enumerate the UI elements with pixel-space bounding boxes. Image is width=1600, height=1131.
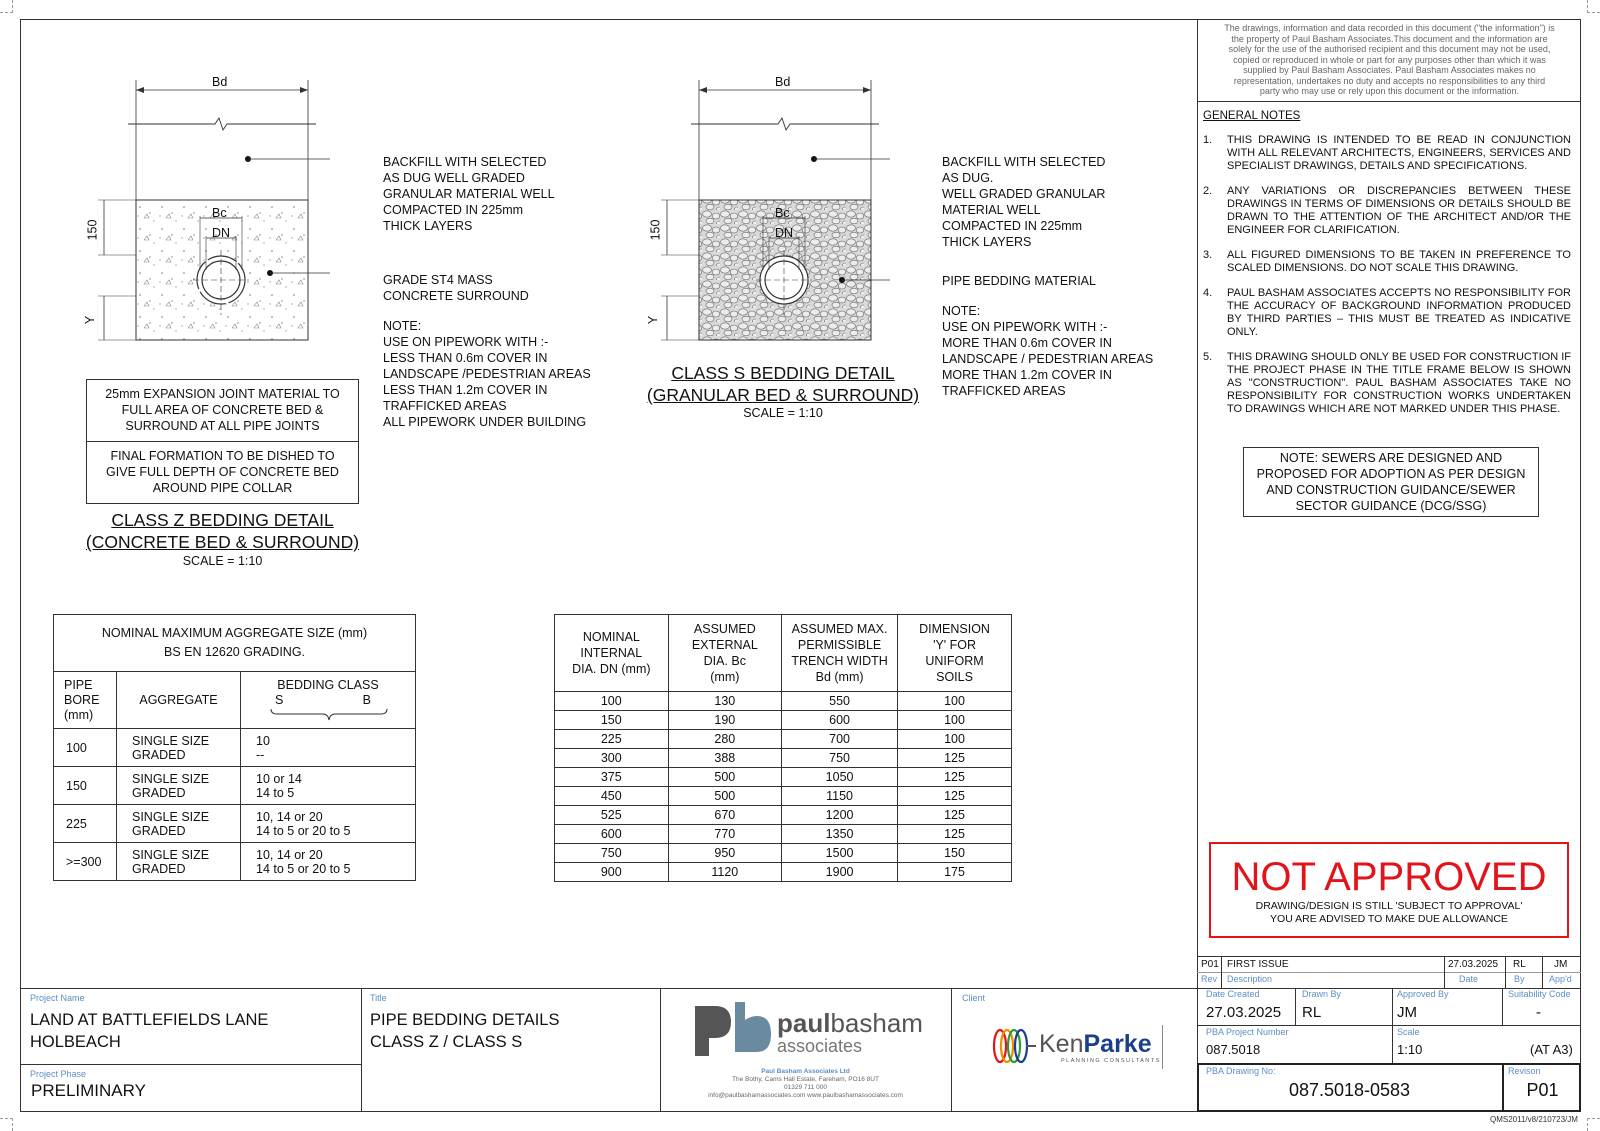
class-s-dim-bc: Bc — [775, 206, 790, 220]
dimension-table-cell: 600 — [782, 711, 898, 730]
dimension-table-row — [555, 749, 1012, 768]
client-label: Client — [962, 993, 986, 1003]
dimension-table-cell: 125 — [898, 749, 1012, 768]
general-note-text: PAUL BASHAM ASSOCIATES ACCEPTS NO RESPONSIBILITY FOR THE ACCURACY OF BACKGROUND INFORMATION PRODUCED BY THIRD PARTIES – THIS MUST BE TREATED AS INDICATIVE ONLY. — [1227, 286, 1571, 338]
client-name-2: Parke — [1083, 1030, 1152, 1058]
aggregate-cell-class: 10 or 14 14 to 5 — [241, 767, 416, 805]
dimension-table-cell: 388 — [668, 749, 781, 768]
class-z-surround-note: GRADE ST4 MASS CONCRETE SURROUND — [383, 273, 529, 303]
client-sub: PLANNING CONSULTANTS — [1061, 1058, 1161, 1064]
aggregate-cell-aggregate: SINGLE SIZE GRADED — [117, 767, 241, 805]
rev-col-line-2 — [1444, 957, 1445, 988]
dimension-table-row — [555, 806, 1012, 825]
class-z-expansion-joint-note: 25mm EXPANSION JOINT MATERIAL TO FULL AREA OF CONCRETE BED & SURROUND AT ALL PIPE JOINTS — [86, 379, 359, 442]
aggregate-table-row — [54, 767, 416, 805]
pba-project-number: 087.5018 — [1206, 1042, 1261, 1057]
title-block-line-3 — [951, 988, 952, 1112]
dimension-table-row — [555, 844, 1012, 863]
dimension-table-cell: 1050 — [782, 768, 898, 787]
disclaimer-text: The drawings, information and data recorded in this document ("the information") is the property of Paul Basham Associates.This document and the information are solely for the use of the authorised recipient and this document may not be used, copied or reproduced in whole or part for any purposes other than which it was supplied by Paul Basham Associates. Paul Basham Associates makes no representation, undertakes no duty and accepts no responsibilities to any third party who may use or rely upon this document or the information. — [1198, 19, 1581, 102]
crop-mark-top-left — [0, 0, 13, 13]
crop-mark-top-right — [1587, 0, 1600, 13]
aggregate-table-row — [54, 843, 416, 881]
aggregate-cell-class: 10, 14 or 20 14 to 5 or 20 to 5 — [241, 843, 416, 881]
class-z-usage-note: NOTE: USE ON PIPEWORK WITH :- LESS THAN 0.6m COVER IN LANDSCAPE /PEDESTRIAN AREAS LESS THAN 1.2m COVER IN TRAFFICKED AREAS ALL PIPEWORK UNDER BUILDING — [383, 319, 591, 429]
aggregate-cell-class: 10, 14 or 20 14 to 5 or 20 to 5 — [241, 805, 416, 843]
dimension-table-cell: 525 — [555, 806, 669, 825]
date-created-label: Date Created — [1206, 989, 1260, 999]
general-note-text: THIS DRAWING IS INTENDED TO BE READ IN CONJUNCTION WITH ALL RELEVANT ARCHITECTS, ENGINEERS, SERVICES AND SPECIALIST DRAWINGS, DETAILS AND SPECIFICATIONS. — [1227, 133, 1571, 172]
dimension-table-cell: 450 — [555, 787, 669, 806]
drawn-by: RL — [1302, 1004, 1322, 1021]
dimension-table-cell: 130 — [668, 692, 781, 711]
dimension-table-cell: 500 — [668, 768, 781, 787]
not-approved-stamp — [1209, 842, 1569, 938]
dimension-table-cell: 100 — [898, 711, 1012, 730]
dimension-table-row — [555, 825, 1012, 844]
class-s-backfill-note: BACKFILL WITH SELECTED AS DUG. WELL GRADED GRANULAR MATERIAL WELL COMPACTED IN 225mm THICK LAYERS — [942, 155, 1106, 249]
dimension-table-cell: 750 — [782, 749, 898, 768]
client-logo-divider — [1162, 1025, 1163, 1069]
dimension-table-cell: 280 — [668, 730, 781, 749]
dimension-table-cell: 1350 — [782, 825, 898, 844]
dimension-table-cell: 190 — [668, 711, 781, 730]
class-s-title: CLASS S BEDDING DETAIL — [671, 363, 895, 383]
dimension-table-cell: 900 — [555, 863, 669, 882]
general-note-item — [1203, 249, 1571, 275]
aggregate-cell-aggregate: SINGLE SIZE GRADED — [117, 843, 241, 881]
general-note-text: THIS DRAWING SHOULD ONLY BE USED FOR CONSTRUCTION IF THE PROJECT PHASE IN THE TITLE FRAME BELOW IS SHOWN AS "CONSTRUCTION". PAUL BASHAM ASSOCIATES TAKE NO RESPONSIBILITY FOR CONSTRUCTION WORKS UNDERTAKEN TO DRAWINGS WHICH ARE NOT MARKED UNDER THIS PHASE. — [1227, 350, 1571, 415]
general-note-number: 4. — [1203, 286, 1213, 299]
aggregate-cell-bore: >=300 — [54, 843, 117, 881]
project-phase: PRELIMINARY — [31, 1081, 146, 1100]
project-phase-label: Project Phase — [30, 1069, 87, 1079]
client-name-1: Ken — [1039, 1030, 1084, 1058]
aggregate-cell-aggregate: SINGLE SIZE GRADED — [117, 729, 241, 767]
rev-date: 27.03.2025 — [1448, 959, 1499, 970]
col-aggregate: AGGREGATE — [117, 672, 241, 729]
dimension-table-cell: 750 — [555, 844, 669, 863]
rev-header-appd: App'd — [1549, 974, 1572, 984]
aggregate-cell-bore: 150 — [54, 767, 117, 805]
rev-col-line-1 — [1221, 957, 1222, 988]
general-note-text: ALL FIGURED DIMENSIONS TO BE TAKEN IN PREFERENCE TO SCALED DIMENSIONS. DO NOT SCALE THIS DRAWING. — [1227, 248, 1571, 274]
rev-header-date: Date — [1459, 974, 1479, 984]
approved-by: JM — [1397, 1004, 1417, 1021]
dimension-table-row — [555, 711, 1012, 730]
company-name — [777, 1010, 923, 1036]
company-address-3: 01329 711 000 — [784, 1084, 827, 1091]
rev-header-rev: Rev — [1201, 974, 1218, 984]
title-block-line-1 — [361, 988, 362, 1112]
col-class-s: S — [275, 693, 284, 707]
client-name — [1039, 1031, 1152, 1057]
aggregate-cell-bore: 225 — [54, 805, 117, 843]
dimension-table-cell: 1150 — [782, 787, 898, 806]
client-logo-icon — [992, 1027, 1036, 1065]
aggregate-cell-aggregate: SINGLE SIZE GRADED — [117, 805, 241, 843]
project-name: LAND AT BATTLEFIELDS LANE HOLBEACH — [30, 1011, 269, 1051]
rev-col-line-4 — [1542, 957, 1543, 988]
revision-row — [1197, 957, 1581, 988]
dimension-table-cell: 500 — [668, 787, 781, 806]
pba-project-label: PBA Project Number — [1206, 1027, 1289, 1037]
class-z-dim-150: 150 — [85, 219, 100, 241]
rev-by: RL — [1513, 959, 1526, 970]
class-s-dim-bd: Bd — [775, 75, 791, 89]
info-hline-1 — [1197, 1025, 1581, 1026]
aggregate-table-row — [54, 729, 416, 767]
crop-mark-bottom-left — [0, 1118, 13, 1131]
not-approved-subtext: DRAWING/DESIGN IS STILL 'SUBJECT TO APPROVAL' YOU ARE ADVISED TO MAKE DUE ALLOWANCE — [1255, 900, 1523, 925]
col-pipe-bore: PIPE BORE (mm) — [54, 672, 117, 729]
dimension-table-cell: 550 — [782, 692, 898, 711]
title-block-top-line — [20, 988, 1581, 989]
info-line-1 — [1295, 988, 1296, 1025]
dimension-table-cell: 150 — [898, 844, 1012, 863]
general-note-item — [1203, 185, 1571, 237]
suitability-code: - — [1536, 1004, 1541, 1021]
dimension-table-row — [555, 730, 1012, 749]
company-address — [660, 1068, 951, 1100]
general-notes-title: GENERAL NOTES — [1203, 109, 1301, 122]
class-z-title: CLASS Z BEDDING DETAIL — [111, 510, 334, 530]
dimension-table-cell: 1120 — [668, 863, 781, 882]
general-note-number: 2. — [1203, 184, 1213, 197]
date-created: 27.03.2025 — [1206, 1004, 1282, 1021]
suitability-label: Suitability Code — [1508, 989, 1571, 999]
rev-divider — [1197, 972, 1581, 973]
class-s-subtitle: (GRANULAR BED & SURROUND) — [646, 385, 920, 405]
approved-by-label: Approved By — [1397, 989, 1449, 999]
drawing-no-label: PBA Drawing No: — [1206, 1066, 1276, 1076]
brace-icon — [268, 708, 388, 722]
title-label: Title — [370, 993, 387, 1003]
dimension-table-header: DIMENSION 'Y' FOR UNIFORM SOILS — [898, 615, 1012, 692]
project-name-label: Project Name — [30, 993, 85, 1003]
rev-appd: JM — [1554, 959, 1568, 970]
company-sub: associates — [777, 1036, 863, 1056]
scale-value: 1:10 — [1397, 1042, 1423, 1057]
rev-description: FIRST ISSUE — [1227, 959, 1289, 970]
pipe-dimension-table — [554, 614, 1012, 882]
dimension-table-cell: 300 — [555, 749, 669, 768]
rev-header-by: By — [1514, 974, 1525, 984]
dimension-table-cell: 700 — [782, 730, 898, 749]
footer-code: QMS2011/v8/210723/JM — [1490, 1115, 1578, 1124]
dimension-table-row — [555, 787, 1012, 806]
dimension-table-cell: 100 — [898, 692, 1012, 711]
company-name-rest: basham — [830, 1008, 923, 1038]
dimension-table-cell: 175 — [898, 863, 1012, 882]
class-s-dim-y: Y — [646, 315, 661, 325]
dimension-table-cell: 150 — [555, 711, 669, 730]
class-z-subtitle: (CONCRETE BED & SURROUND) — [85, 532, 360, 552]
project-phase-line — [20, 1064, 361, 1065]
dimension-table-cell: 100 — [555, 692, 669, 711]
rev-code: P01 — [1201, 959, 1219, 970]
rev-col-line-3 — [1505, 957, 1506, 988]
not-approved-text: NOT APPROVED — [1231, 855, 1547, 899]
company-address-4: info@paulbashamassociates.com www.paulbashamassociates.com — [708, 1092, 903, 1099]
general-note-item — [1203, 134, 1571, 173]
dimension-table-cell: 125 — [898, 825, 1012, 844]
info-line-3 — [1502, 988, 1503, 1025]
col-class-b: B — [362, 693, 371, 707]
revision-label: Revison — [1508, 1066, 1541, 1076]
sheet-size: (AT A3) — [1530, 1042, 1573, 1057]
dimension-table-header: ASSUMED MAX. PERMISSIBLE TRENCH WIDTH Bd (mm) — [782, 615, 898, 692]
dimension-table-cell: 125 — [898, 806, 1012, 825]
class-z-dim-y: Y — [83, 315, 98, 325]
class-z-backfill-note: BACKFILL WITH SELECTED AS DUG WELL GRADED GRANULAR MATERIAL WELL COMPACTED IN 225mm THICK LAYERS — [383, 155, 555, 233]
aggregate-cell-class: 10 -- — [241, 729, 416, 767]
general-note-item — [1203, 351, 1571, 416]
rev-header-description: Description — [1227, 974, 1273, 984]
general-note-text: ANY VARIATIONS OR DISCREPANCIES BETWEEN THESE DRAWINGS IN TERMS OF DIMENSIONS OR DETAILS SHOULD BE DRAWN TO THE ATTENTION OF THE ARCHITECT AND/OR THE ENGINEER FOR CLARIFICATION. — [1227, 184, 1571, 236]
aggregate-table-row — [54, 805, 416, 843]
drawing-number: 087.5018-0583 — [1288, 1080, 1411, 1100]
class-z-dim-dn: DN — [212, 226, 231, 240]
dimension-table-cell: 600 — [555, 825, 669, 844]
class-s-bedding-note: PIPE BEDDING MATERIAL — [942, 274, 1096, 288]
crop-mark-bottom-right — [1587, 1118, 1600, 1131]
dimension-table-cell: 670 — [668, 806, 781, 825]
company-address-2: The Bothy, Cams Hall Estate, Fareham, PO16 8UT — [732, 1076, 879, 1083]
aggregate-table-header-1: NOMINAL MAXIMUM AGGREGATE SIZE (mm) — [101, 626, 368, 640]
general-notes-list — [1198, 134, 1581, 416]
class-z-scale: SCALE = 1:10 — [182, 554, 263, 568]
dimension-table-row — [555, 768, 1012, 787]
dimension-table-row — [555, 863, 1012, 882]
company-address-1: Paul Basham Associates Ltd — [761, 1068, 850, 1075]
dimension-table-cell: 375 — [555, 768, 669, 787]
class-s-diagram — [630, 70, 890, 350]
sidebar-panel — [1197, 19, 1581, 989]
drawn-by-label: Drawn By — [1302, 989, 1342, 999]
class-z-diagram — [70, 70, 330, 350]
revision-code: P01 — [1526, 1080, 1559, 1100]
general-note-number: 5. — [1203, 350, 1213, 363]
dimension-table-cell: 1500 — [782, 844, 898, 863]
aggregate-table-header-2: BS EN 12620 GRADING. — [163, 645, 306, 659]
dimension-table-cell: 125 — [898, 787, 1012, 806]
aggregate-cell-bore: 100 — [54, 729, 117, 767]
dimension-table-header: NOMINAL INTERNAL DIA. DN (mm) — [555, 615, 669, 692]
dimension-table-cell: 1200 — [782, 806, 898, 825]
class-z-dim-bd: Bd — [212, 75, 228, 89]
col-bedding-class: BEDDING CLASS — [277, 678, 379, 692]
dimension-table-cell: 950 — [668, 844, 781, 863]
class-z-formation-note: FINAL FORMATION TO BE DISHED TO GIVE FULL DEPTH OF CONCRETE BED AROUND PIPE COLLAR — [86, 441, 359, 504]
class-s-usage-note: NOTE: USE ON PIPEWORK WITH :- MORE THAN 0.6m COVER IN LANDSCAPE / PEDESTRIAN AREAS MORE THAN 1.2m COVER IN TRAFFICKED AREAS — [942, 304, 1154, 398]
class-s-dim-dn: DN — [775, 226, 794, 240]
class-z-dim-bc: Bc — [212, 206, 227, 220]
aggregate-size-table — [53, 614, 416, 881]
pba-logo-icon — [693, 1000, 773, 1060]
general-note-item — [1203, 287, 1571, 339]
sewer-adoption-note: NOTE: SEWERS ARE DESIGNED AND PROPOSED FOR ADOPTION AS PER DESIGN AND CONSTRUCTION GUIDANCE/SEWER SECTOR GUIDANCE (DCG/SSG) — [1243, 447, 1539, 517]
dimension-table-header: ASSUMED EXTERNAL DIA. Bc (mm) — [668, 615, 781, 692]
scale-label: Scale — [1397, 1027, 1420, 1037]
dimension-table-cell: 125 — [898, 768, 1012, 787]
dimension-table-cell: 100 — [898, 730, 1012, 749]
class-s-scale: SCALE = 1:10 — [743, 406, 823, 420]
company-name-bold: paul — [777, 1008, 831, 1038]
dimension-table-row — [555, 692, 1012, 711]
dimension-table-cell: 225 — [555, 730, 669, 749]
drawing-title: PIPE BEDDING DETAILS CLASS Z / CLASS S — [370, 1011, 560, 1051]
general-note-number: 3. — [1203, 248, 1213, 261]
general-note-number: 1. — [1203, 133, 1213, 146]
dimension-table-cell: 770 — [668, 825, 781, 844]
dimension-table-cell: 1900 — [782, 863, 898, 882]
class-s-dim-150: 150 — [648, 219, 663, 241]
